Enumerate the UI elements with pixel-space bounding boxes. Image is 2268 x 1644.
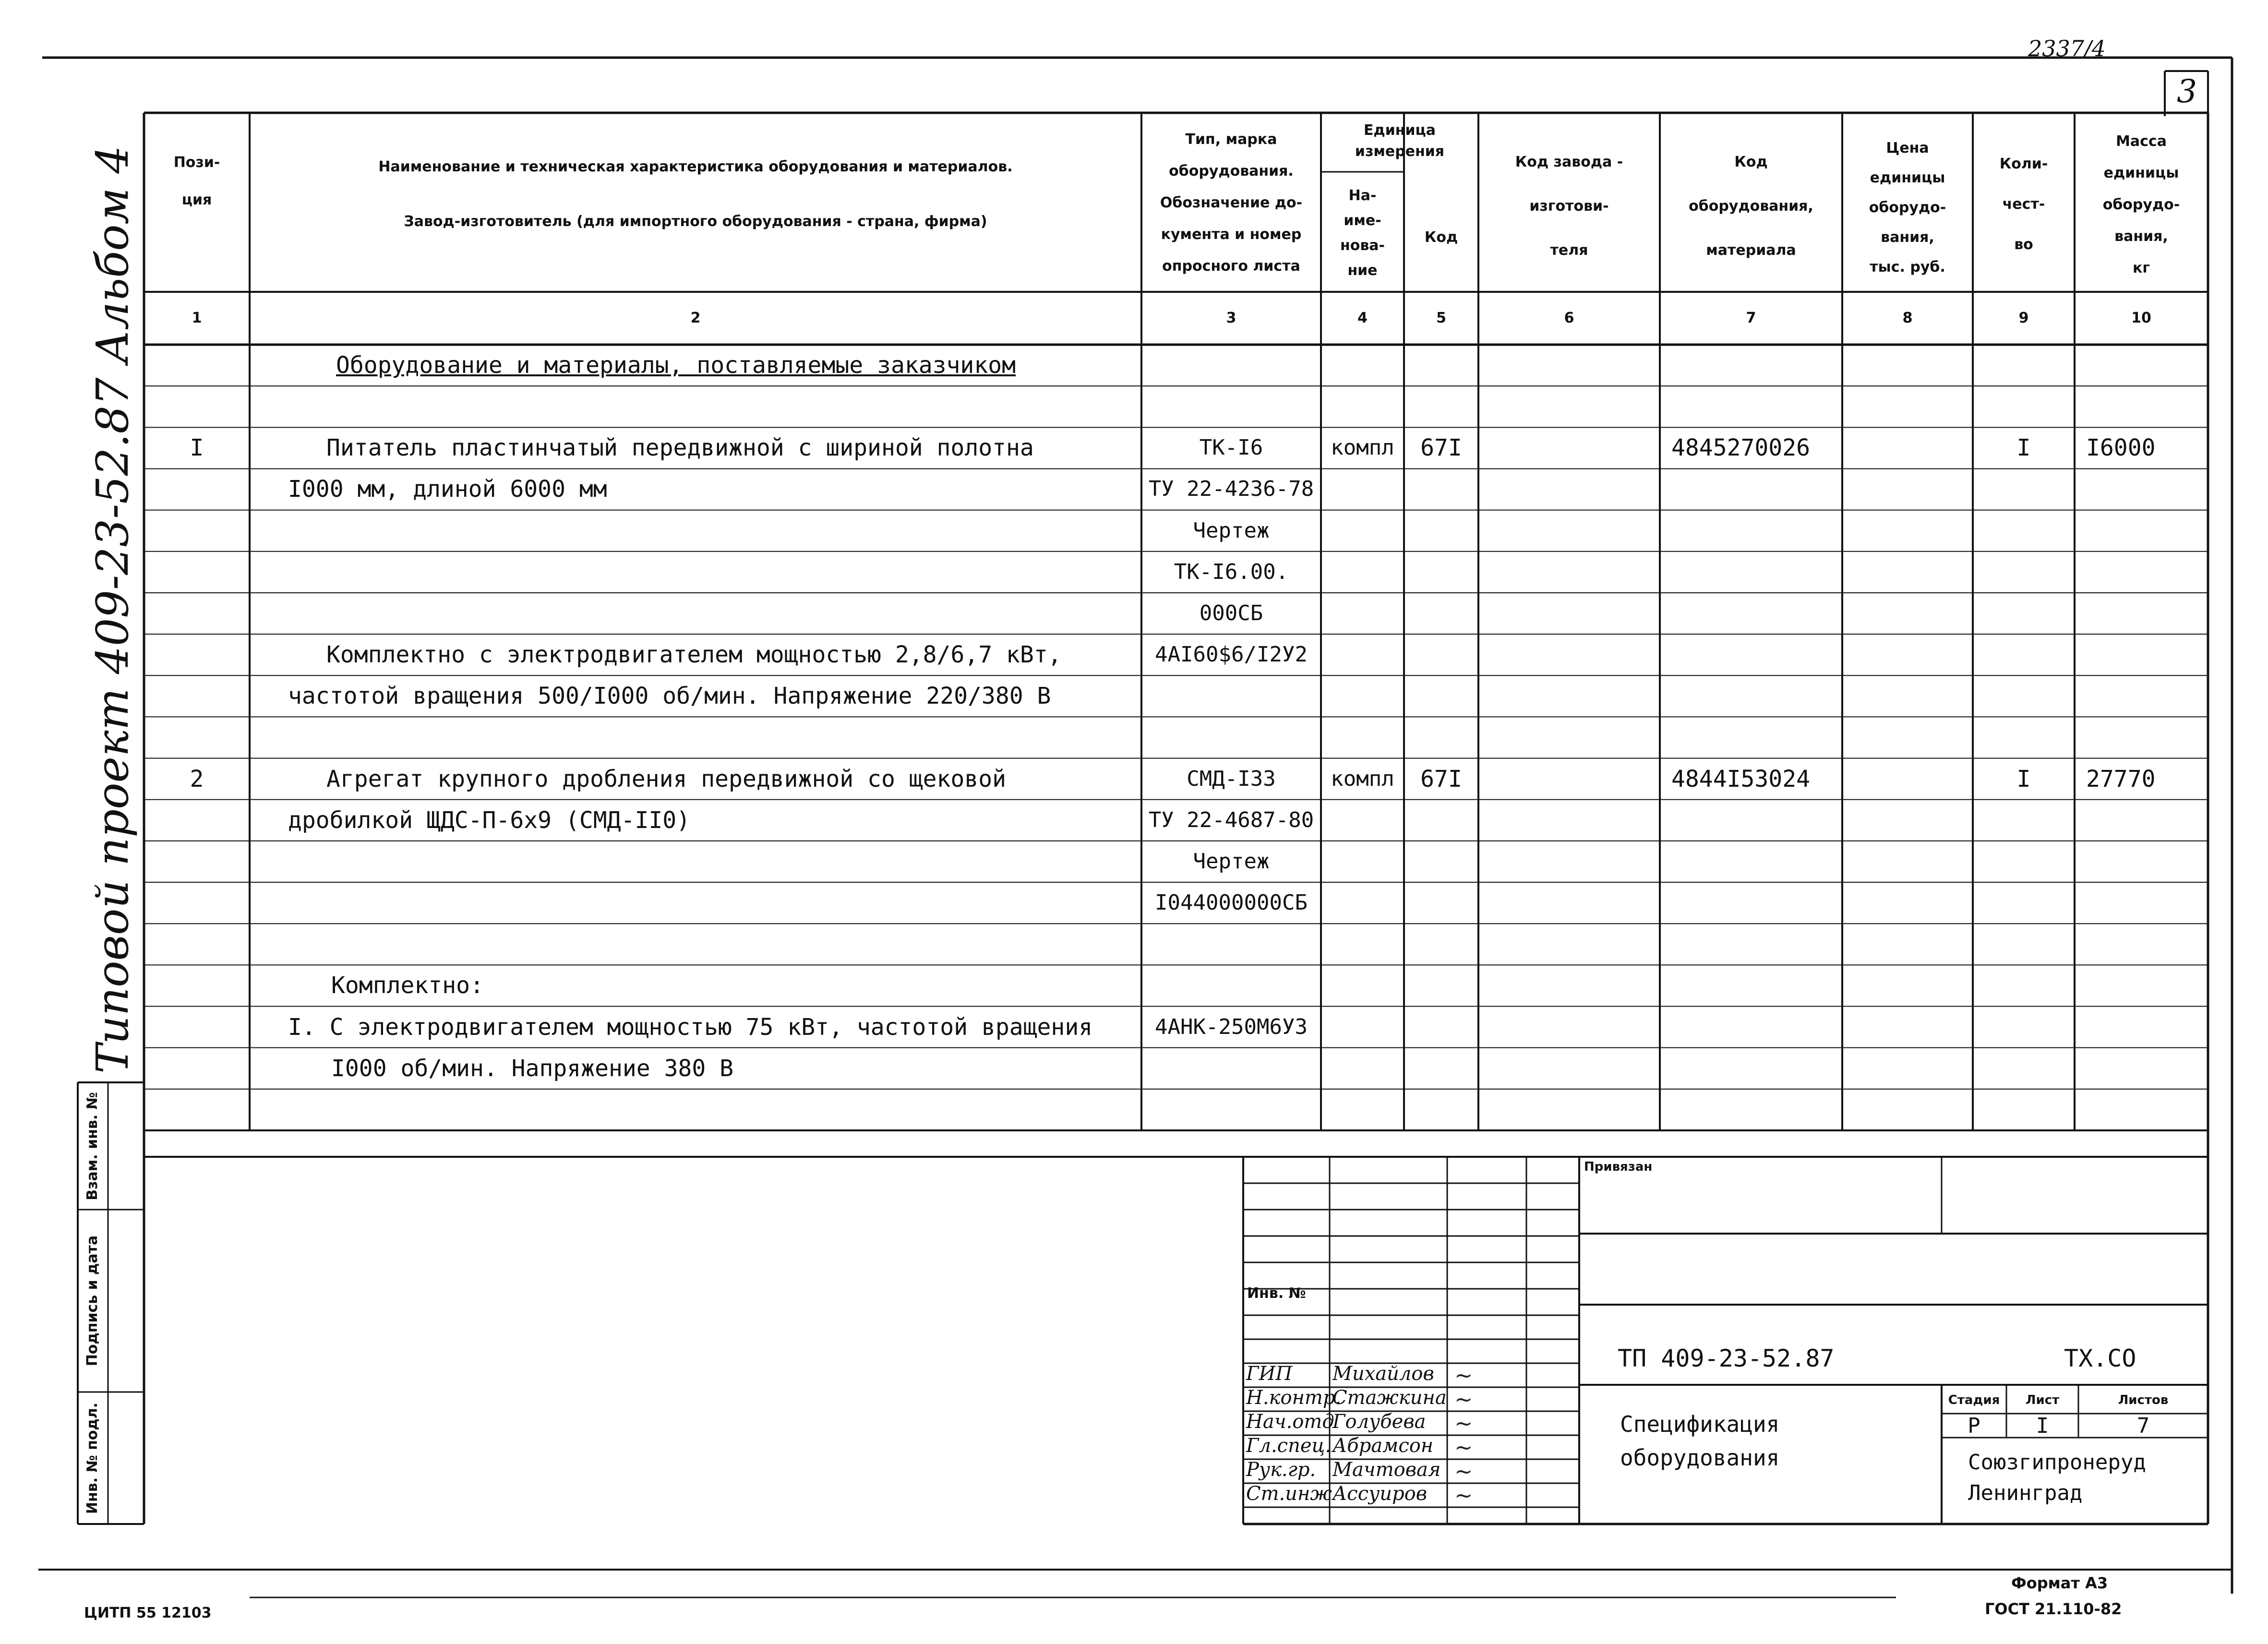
row-type: I044000000СБ bbox=[1155, 890, 1308, 915]
signatory-role: Нач.отд bbox=[1246, 1411, 1334, 1433]
row-unit-code bbox=[1404, 1089, 1478, 1130]
row-quantity: I bbox=[2016, 434, 2031, 462]
signatory-name: Стажкина bbox=[1332, 1387, 1447, 1409]
row-equipment-code bbox=[1660, 965, 1842, 1006]
row-equipment-code bbox=[1660, 510, 1842, 552]
row-mass bbox=[2075, 800, 2208, 841]
album-side-text: Типовой проект 409-23-52.87 Альбом 4 bbox=[87, 145, 138, 1074]
row-quantity bbox=[1973, 1007, 2075, 1048]
row-unit bbox=[1321, 882, 1404, 924]
row-unit-code bbox=[1404, 345, 1478, 386]
row-type bbox=[1141, 924, 1321, 965]
row-equipment-code bbox=[1660, 717, 1842, 758]
row-name bbox=[250, 882, 1141, 924]
row-quantity bbox=[1973, 675, 2075, 717]
row-type bbox=[1141, 717, 1321, 758]
sheet-value: I bbox=[2036, 1414, 2049, 1438]
row-mass bbox=[2075, 386, 2208, 427]
row-name bbox=[250, 924, 1141, 965]
row-type: 4АI60$6/I2У2 bbox=[1155, 642, 1308, 667]
row-position bbox=[144, 510, 250, 552]
column-number-2: 2 bbox=[690, 310, 701, 326]
row-mass bbox=[2075, 345, 2208, 386]
row-mass bbox=[2075, 841, 2208, 882]
signature-mark: ~ bbox=[1454, 1362, 1473, 1388]
row-unit bbox=[1321, 717, 1404, 758]
row-name bbox=[250, 552, 1141, 593]
column-number-9: 9 bbox=[2018, 310, 2029, 326]
row-equipment-code bbox=[1660, 593, 1842, 634]
column-number-10: 10 bbox=[2131, 310, 2151, 326]
signature-mark: ~ bbox=[1454, 1482, 1473, 1508]
signatory-role: Рук.гр. bbox=[1246, 1459, 1316, 1481]
format-label: Формат А3 bbox=[2011, 1574, 2108, 1592]
row-position bbox=[144, 1089, 250, 1130]
row-name: I000 об/мин. Напряжение 380 В bbox=[331, 1055, 734, 1082]
signature-mark: ~ bbox=[1454, 1434, 1473, 1460]
attached-label: Привязан bbox=[1584, 1160, 1653, 1174]
row-type bbox=[1141, 345, 1321, 386]
document-code: ТХ.СО bbox=[2064, 1344, 2136, 1372]
row-name bbox=[250, 841, 1141, 882]
header-equipment-code: Код оборудования, материала bbox=[1689, 154, 1813, 259]
row-unit-code bbox=[1404, 1007, 1478, 1048]
row-name: частотой вращения 500/I000 об/мин. Напряжение 220/380 В bbox=[288, 683, 1051, 710]
signatory-role: Гл.спец. bbox=[1246, 1435, 1332, 1457]
row-type: 4АНК-250М6У3 bbox=[1155, 1014, 1308, 1039]
row-equipment-code bbox=[1660, 1007, 1842, 1048]
row-unit-code bbox=[1404, 1048, 1478, 1089]
row-mass bbox=[2075, 510, 2208, 552]
row-quantity: I bbox=[2016, 765, 2031, 792]
row-type: ТК-I6 bbox=[1199, 435, 1263, 460]
row-equipment-code bbox=[1660, 924, 1842, 965]
header-unit-name: На- име- нова- ние bbox=[1340, 187, 1385, 279]
stage-value: Р bbox=[1968, 1414, 1980, 1438]
project-designation: ТП 409-23-52.87 bbox=[1618, 1344, 1835, 1372]
row-quantity bbox=[1973, 965, 2075, 1006]
header-name-line2: Завод-изготовитель (для импортного оборудования - страна, фирма) bbox=[404, 213, 987, 230]
row-quantity bbox=[1973, 924, 2075, 965]
row-unit bbox=[1321, 1089, 1404, 1130]
column-number-4: 4 bbox=[1357, 310, 1368, 326]
row-mass bbox=[2075, 468, 2208, 510]
signature-mark: ~ bbox=[1454, 1386, 1473, 1412]
row-mass bbox=[2075, 675, 2208, 717]
row-position bbox=[144, 634, 250, 675]
row-unit bbox=[1321, 634, 1404, 675]
column-number-7: 7 bbox=[1746, 310, 1756, 326]
row-unit-code bbox=[1404, 634, 1478, 675]
row-equipment-code bbox=[1660, 800, 1842, 841]
inv-no-label: Инв. № bbox=[1247, 1285, 1306, 1302]
row-type bbox=[1141, 386, 1321, 427]
row-quantity bbox=[1973, 345, 2075, 386]
sheets-value: 7 bbox=[2136, 1414, 2150, 1438]
row-quantity bbox=[1973, 800, 2075, 841]
row-mass bbox=[2075, 1007, 2208, 1048]
row-type bbox=[1141, 675, 1321, 717]
row-quantity bbox=[1973, 882, 2075, 924]
row-position: 2 bbox=[190, 765, 204, 792]
row-position bbox=[144, 386, 250, 427]
row-unit-code bbox=[1404, 965, 1478, 1006]
row-unit bbox=[1321, 593, 1404, 634]
row-unit-code bbox=[1404, 386, 1478, 427]
document-title: Спецификация оборудования bbox=[1620, 1411, 1780, 1471]
signature-mark: ~ bbox=[1454, 1410, 1473, 1436]
signature-date-label: Подпись и дата bbox=[84, 1235, 101, 1367]
row-equipment-code bbox=[1660, 552, 1842, 593]
sheet-number: 3 bbox=[2177, 73, 2197, 110]
row-position: I bbox=[190, 434, 204, 462]
row-type: Чертеж bbox=[1193, 849, 1270, 874]
row-position bbox=[144, 1007, 250, 1048]
header-quantity: Коли- чест- во bbox=[1999, 156, 2048, 253]
header-type: Тип, марка оборудования. Обозначение до- кумента и номер опросного листа bbox=[1160, 131, 1303, 275]
row-name bbox=[250, 717, 1141, 758]
row-name: дробилкой ЩДС-П-6х9 (СМД-II0) bbox=[288, 806, 691, 834]
signatory-name: Абрамсон bbox=[1332, 1435, 1434, 1457]
signature-mark: ~ bbox=[1454, 1458, 1473, 1484]
row-unit bbox=[1321, 841, 1404, 882]
row-name: I000 мм, длиной 6000 мм bbox=[288, 476, 607, 503]
row-equipment-code bbox=[1660, 675, 1842, 717]
signatory-role: ГИП bbox=[1246, 1363, 1293, 1385]
row-type: ТК-I6.00. bbox=[1174, 559, 1289, 584]
row-unit-code bbox=[1404, 510, 1478, 552]
corner-code: 2337/4 bbox=[2028, 36, 2106, 61]
row-name: Комплектно: bbox=[331, 972, 484, 999]
column-number-3: 3 bbox=[1226, 310, 1236, 326]
row-equipment-code bbox=[1660, 1048, 1842, 1089]
header-unit-code: Код bbox=[1424, 229, 1458, 246]
row-position bbox=[144, 882, 250, 924]
row-position bbox=[144, 965, 250, 1006]
row-equipment-code: 4844I53024 bbox=[1671, 765, 1810, 792]
header-position: Пози- ция bbox=[173, 154, 220, 208]
row-name: Агрегат крупного дробления передвижной со щековой bbox=[326, 765, 1007, 792]
row-type: СМД-I33 bbox=[1187, 766, 1276, 791]
row-name: Оборудование и материалы, поставляемые заказчиком bbox=[336, 352, 1016, 379]
row-mass bbox=[2075, 1089, 2208, 1130]
row-name bbox=[250, 1089, 1141, 1130]
row-unit-code bbox=[1404, 717, 1478, 758]
row-unit bbox=[1321, 800, 1404, 841]
header-price: Цена единицы оборудо- вания, тыс. руб. bbox=[1869, 140, 1946, 276]
row-mass bbox=[2075, 634, 2208, 675]
header-mass: Масса единицы оборудо- вания, кг bbox=[2102, 133, 2180, 276]
row-unit-code: 67I bbox=[1420, 434, 1462, 462]
row-position bbox=[144, 675, 250, 717]
row-name: I. С электродвигателем мощностью 75 кВт, частотой вращения bbox=[288, 1013, 1093, 1041]
row-mass bbox=[2075, 924, 2208, 965]
signatory-role: Ст.инж bbox=[1246, 1483, 1332, 1505]
signatory-name: Мачтовая bbox=[1332, 1459, 1441, 1481]
row-equipment-code bbox=[1660, 882, 1842, 924]
row-equipment-code: 4845270026 bbox=[1671, 434, 1810, 462]
row-position bbox=[144, 924, 250, 965]
row-equipment-code bbox=[1660, 841, 1842, 882]
organization: Союзгипронеруд Ленинград bbox=[1968, 1450, 2146, 1505]
row-mass bbox=[2075, 1048, 2208, 1089]
stage-label: Стадия bbox=[1948, 1393, 2000, 1407]
row-type: 000СБ bbox=[1199, 600, 1263, 625]
column-number-6: 6 bbox=[1564, 310, 1574, 326]
header-unit-group: Единица измерения bbox=[1355, 122, 1445, 160]
row-quantity bbox=[1973, 468, 2075, 510]
row-position bbox=[144, 593, 250, 634]
row-unit-code bbox=[1404, 593, 1478, 634]
row-type bbox=[1141, 1089, 1321, 1130]
row-unit-code bbox=[1404, 841, 1478, 882]
row-unit bbox=[1321, 965, 1404, 1006]
row-unit-code bbox=[1404, 882, 1478, 924]
row-unit bbox=[1321, 675, 1404, 717]
row-unit bbox=[1321, 386, 1404, 427]
row-position bbox=[144, 468, 250, 510]
header-name-line1: Наименование и техническая характеристика оборудования и материалов. bbox=[378, 158, 1013, 175]
row-unit: компл bbox=[1331, 766, 1394, 791]
row-quantity bbox=[1973, 1048, 2075, 1089]
row-quantity bbox=[1973, 386, 2075, 427]
row-position bbox=[144, 552, 250, 593]
signatory-name: Голубева bbox=[1332, 1411, 1426, 1433]
row-unit bbox=[1321, 510, 1404, 552]
header-factory-code: Код завода - изготови- теля bbox=[1515, 154, 1623, 259]
footer-left-code: ЦИТП 55 12103 bbox=[84, 1605, 212, 1621]
row-position bbox=[144, 841, 250, 882]
row-quantity bbox=[1973, 634, 2075, 675]
row-quantity bbox=[1973, 717, 2075, 758]
row-name: Комплектно с электродвигателем мощностью 2,8/6,7 кВт, bbox=[326, 641, 1062, 669]
row-quantity bbox=[1973, 593, 2075, 634]
row-quantity bbox=[1973, 552, 2075, 593]
row-position bbox=[144, 1048, 250, 1089]
row-quantity bbox=[1973, 510, 2075, 552]
row-equipment-code bbox=[1660, 468, 1842, 510]
row-unit bbox=[1321, 552, 1404, 593]
row-unit bbox=[1321, 924, 1404, 965]
row-unit-code bbox=[1404, 675, 1478, 717]
sheets-label: Листов bbox=[2118, 1393, 2169, 1407]
row-mass bbox=[2075, 965, 2208, 1006]
row-equipment-code bbox=[1660, 634, 1842, 675]
row-position bbox=[144, 717, 250, 758]
row-quantity bbox=[1973, 1089, 2075, 1130]
row-type bbox=[1141, 1048, 1321, 1089]
row-mass bbox=[2075, 882, 2208, 924]
row-unit-code bbox=[1404, 468, 1478, 510]
row-equipment-code bbox=[1660, 386, 1842, 427]
row-name bbox=[250, 510, 1141, 552]
row-unit: компл bbox=[1331, 435, 1394, 460]
signatory-name: Ассуиров bbox=[1332, 1483, 1428, 1505]
row-mass bbox=[2075, 717, 2208, 758]
row-quantity bbox=[1973, 841, 2075, 882]
row-unit-code: 67I bbox=[1420, 765, 1462, 792]
row-unit bbox=[1321, 1048, 1404, 1089]
row-unit bbox=[1321, 1007, 1404, 1048]
gost-label: ГОСТ 21.110-82 bbox=[1985, 1600, 2122, 1618]
row-name: Питатель пластинчатый передвижной с шириной полотна bbox=[326, 434, 1034, 462]
row-mass: I6000 bbox=[2086, 434, 2156, 462]
row-position bbox=[144, 345, 250, 386]
row-mass bbox=[2075, 593, 2208, 634]
inv-original-label: Инв. № подл. bbox=[84, 1402, 101, 1514]
signatory-role: Н.контр. bbox=[1246, 1387, 1342, 1409]
row-mass: 27770 bbox=[2086, 765, 2156, 792]
row-name bbox=[250, 386, 1141, 427]
row-unit-code bbox=[1404, 800, 1478, 841]
inv-replace-label: Взам. инв. № bbox=[84, 1092, 101, 1200]
row-unit-code bbox=[1404, 552, 1478, 593]
row-equipment-code bbox=[1660, 1089, 1842, 1130]
row-equipment-code bbox=[1660, 345, 1842, 386]
row-name bbox=[250, 593, 1141, 634]
row-mass bbox=[2075, 552, 2208, 593]
row-type: ТУ 22-4236-78 bbox=[1148, 477, 1314, 502]
sheet-label: Лист bbox=[2025, 1393, 2060, 1407]
column-number-1: 1 bbox=[192, 310, 202, 326]
row-type: ТУ 22-4687-80 bbox=[1148, 807, 1314, 832]
column-number-5: 5 bbox=[1436, 310, 1446, 326]
row-position bbox=[144, 800, 250, 841]
row-unit bbox=[1321, 345, 1404, 386]
signatory-name: Михайлов bbox=[1332, 1363, 1434, 1385]
row-type: Чертеж bbox=[1193, 518, 1270, 543]
row-unit-code bbox=[1404, 924, 1478, 965]
row-unit bbox=[1321, 468, 1404, 510]
column-number-8: 8 bbox=[1902, 310, 1913, 326]
row-type bbox=[1141, 965, 1321, 1006]
